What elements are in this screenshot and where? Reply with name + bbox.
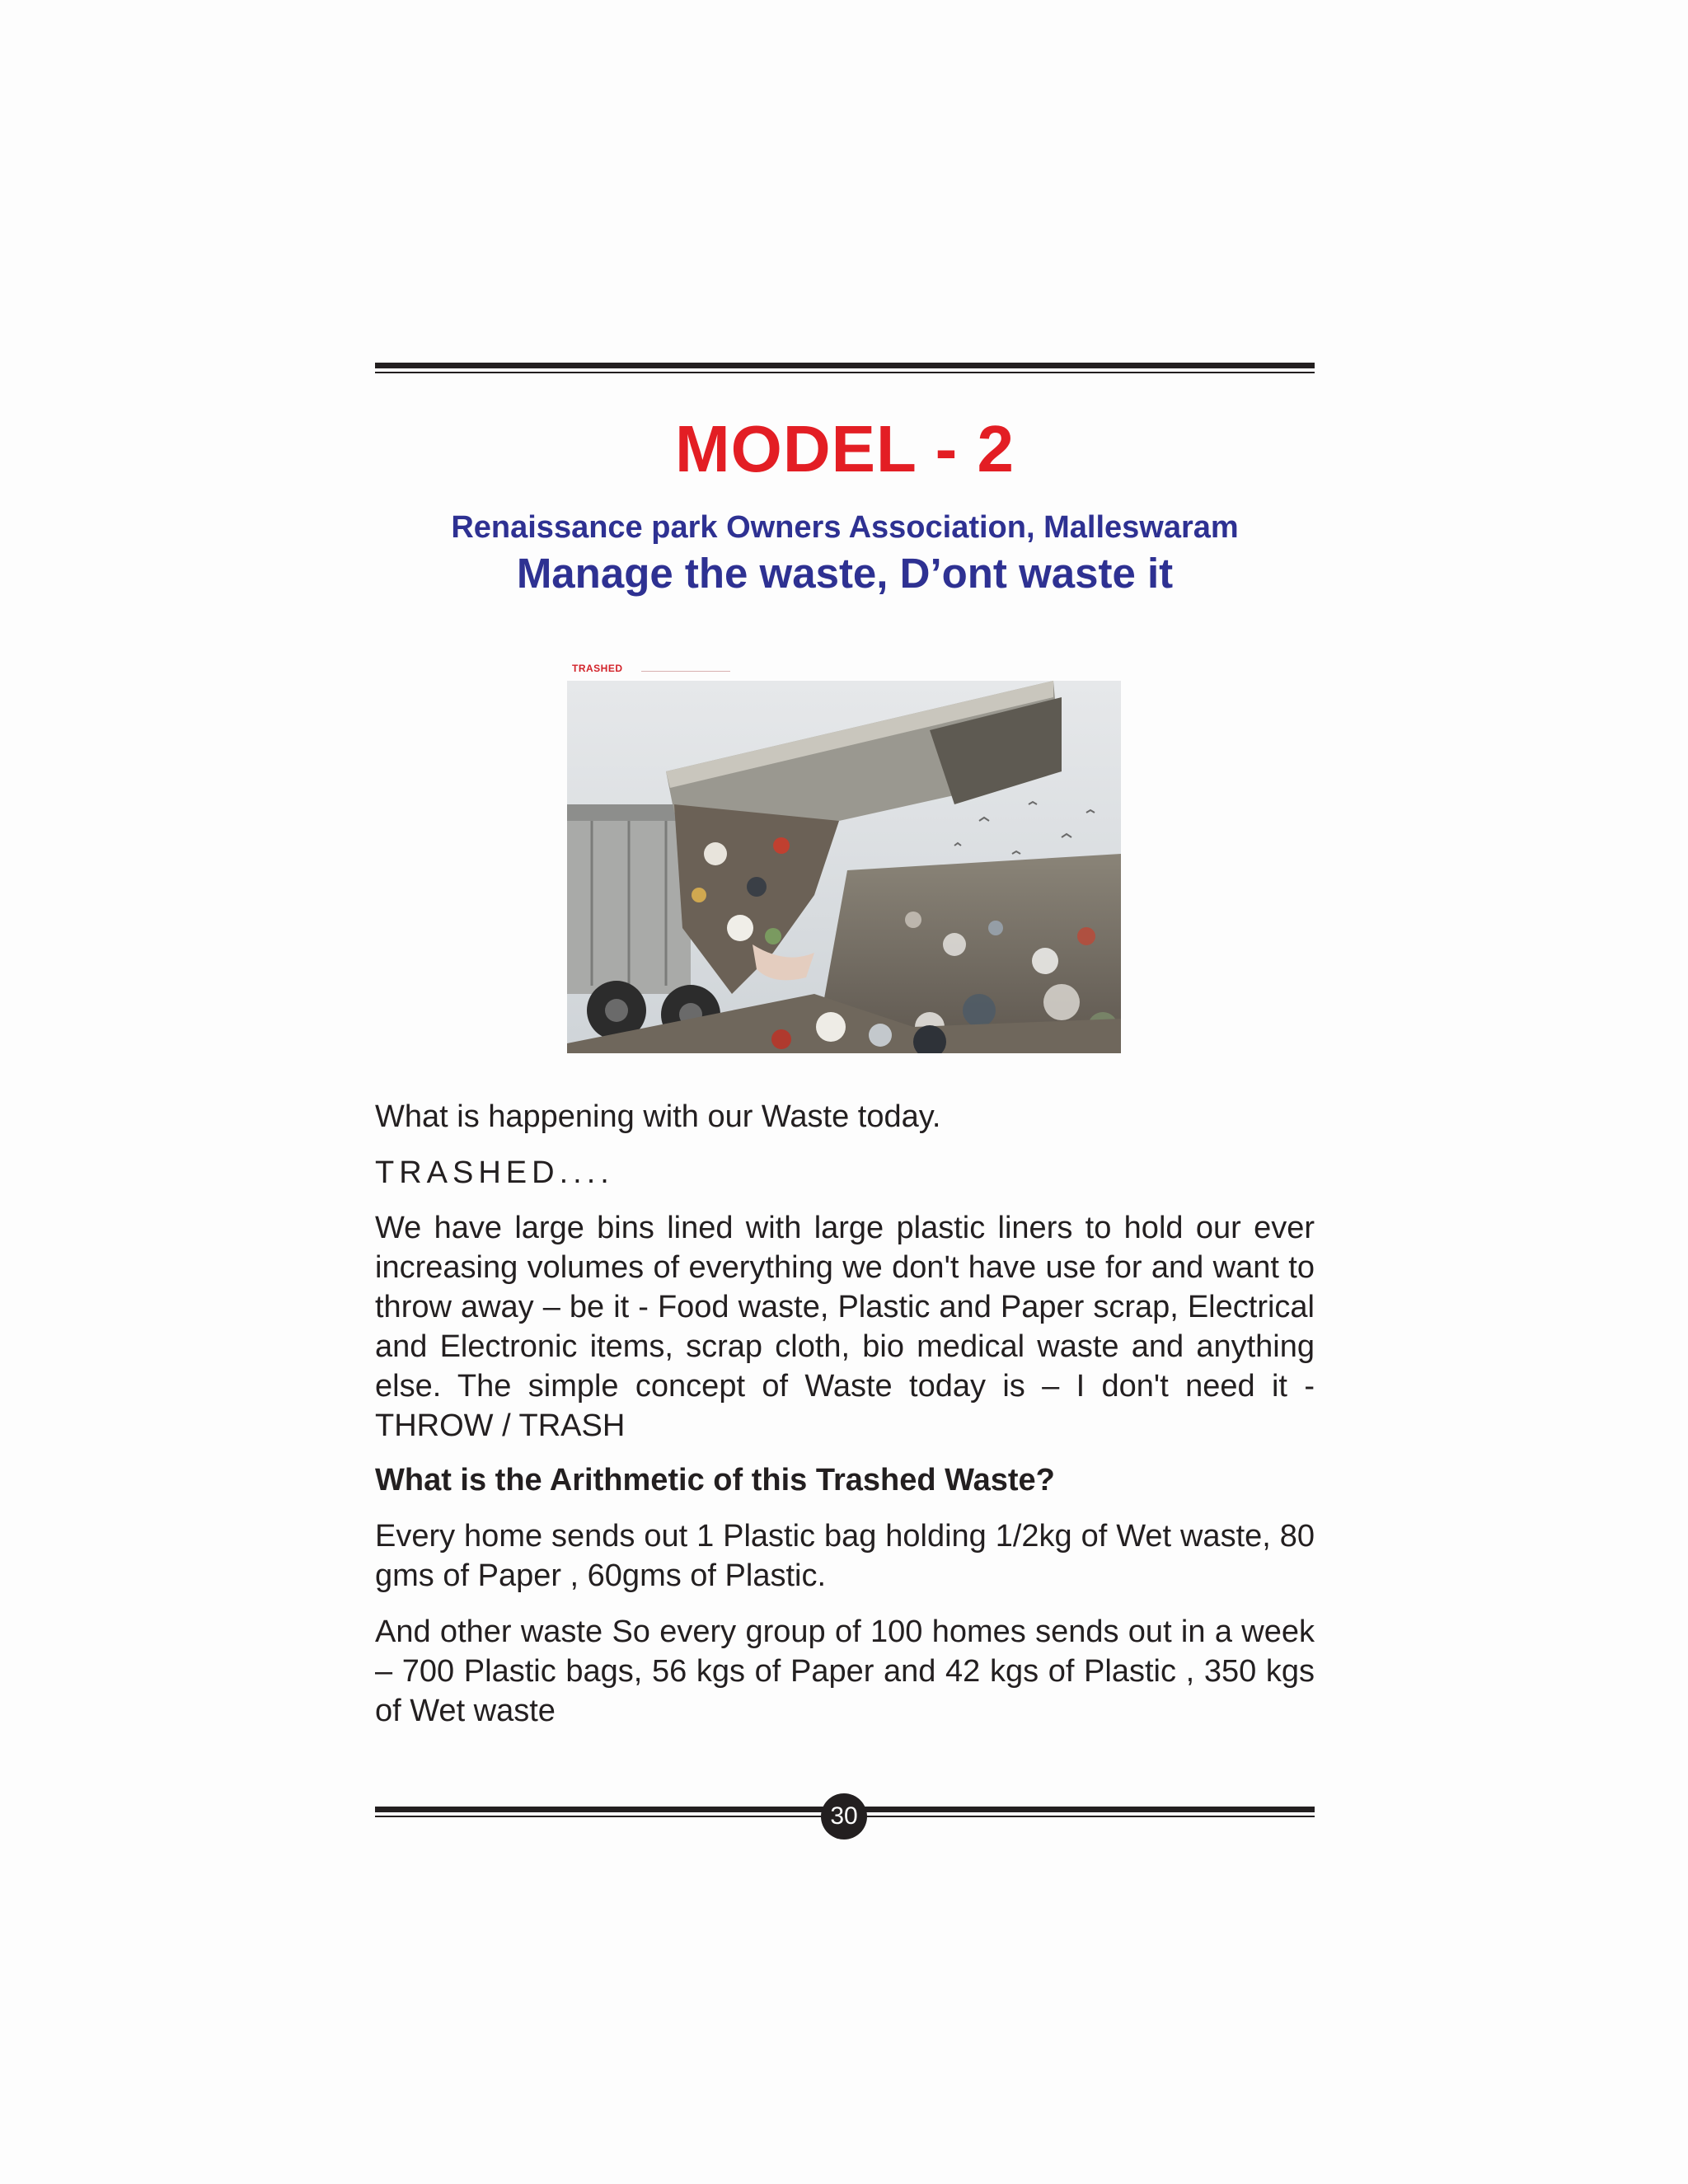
arithmetic-heading: What is the Arithmetic of this Trashed Waste?	[375, 1463, 1055, 1497]
intro-question: What is happening with our Waste today.	[375, 1099, 941, 1134]
organization-subtitle: Renaissance park Owners Association, Malleswaram	[451, 510, 1239, 545]
garbage-truck-dumping-photo	[567, 681, 1121, 1053]
page-title: MODEL - 2	[674, 412, 1015, 485]
trashed-heading: TRASHED....	[375, 1155, 614, 1190]
photo-caption-rule	[641, 671, 730, 672]
hundred-homes-waste-paragraph: And other waste So every group of 100 homes sends out in a week – 700 Plastic bags, 56 kgs of Paper and 42 kgs of Plastic , 350 kgs of Wet waste	[375, 1615, 1315, 1728]
tagline-heading: Manage the waste, D’ont waste it	[516, 550, 1174, 597]
page-number: 30	[821, 1793, 867, 1840]
waste-description-paragraph: We have large bins lined with large plastic liners to hold our ever increasing volumes of everything we don't have use for and want to throw away – be it - Food waste, Plastic and Paper scrap, Electrical and Electronic items, scrap cloth, bio medical waste and anything else. The simple concept of Waste today is – I don't need it - THROW / TRASH	[375, 1211, 1315, 1443]
photo-caption-label: TRASHED	[572, 663, 623, 674]
top-divider	[375, 363, 1315, 373]
per-home-waste-paragraph: Every home sends out 1 Plastic bag holding 1/2kg of Wet waste, 80 gms of Paper , 60gms of Plastic.	[375, 1519, 1315, 1593]
